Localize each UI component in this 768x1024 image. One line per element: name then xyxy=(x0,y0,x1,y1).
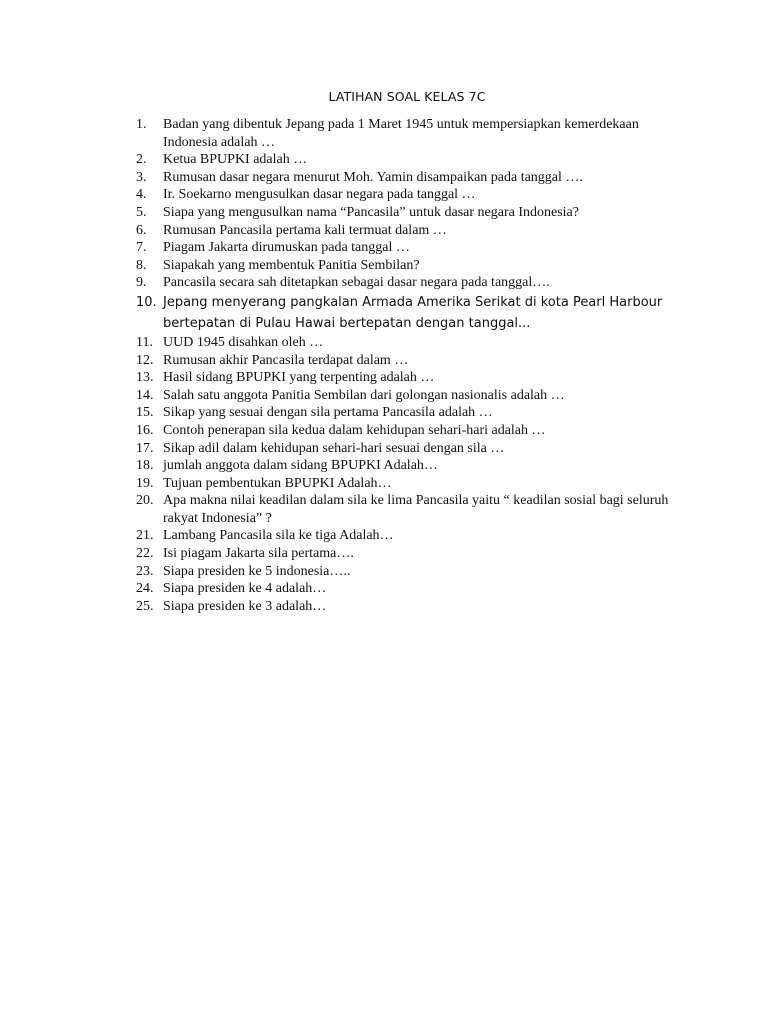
question-text: Hasil sidang BPUPKI yang terpenting adalah … xyxy=(163,370,435,386)
question-number: 24. xyxy=(136,581,154,597)
question-item xyxy=(136,186,681,204)
question-number: 3. xyxy=(136,169,147,185)
question-text: UUD 1945 disahkan oleh … xyxy=(163,334,324,350)
question-text: Pancasila secara sah ditetapkan sebagai dasar negara pada tanggal…. xyxy=(163,275,550,291)
question-text: Tujuan pembentukan BPUPKI Adalah… xyxy=(163,475,392,491)
question-item xyxy=(136,475,681,493)
question-item xyxy=(136,387,681,405)
question-item xyxy=(136,257,681,275)
question-number: 20. xyxy=(136,493,154,509)
question-text: Contoh penerapan sila kedua dalam kehidupan sehari-hari adalah … xyxy=(163,422,546,438)
question-text: Sikap adil dalam kehidupan sehari-hari sesuai dengan sila … xyxy=(163,440,505,456)
question-item xyxy=(136,169,681,187)
question-text: Lambang Pancasila sila ke tiga Adalah… xyxy=(163,528,394,544)
question-text: Rumusan Pancasila pertama kali termuat dalam … xyxy=(163,222,447,238)
question-text: Piagam Jakarta dirumuskan pada tanggal … xyxy=(163,240,410,256)
question-item xyxy=(136,292,681,334)
question-text: Ir. Soekarno mengusulkan dasar negara pada tanggal … xyxy=(163,187,476,203)
question-number: 9. xyxy=(136,275,147,291)
question-text: Siapakah yang membentuk Panitia Sembilan? xyxy=(163,257,420,273)
question-number: 1. xyxy=(136,117,147,132)
question-text: Isi piagam Jakarta sila pertama…. xyxy=(163,546,354,562)
question-item xyxy=(136,440,681,458)
question-number: 14. xyxy=(136,387,154,403)
question-item xyxy=(136,492,681,527)
question-item xyxy=(136,422,681,440)
question-number: 10. xyxy=(136,294,157,310)
question-number: 22. xyxy=(136,546,154,562)
question-text: jumlah anggota dalam sidang BPUPKI Adalah… xyxy=(163,458,438,474)
question-number: 15. xyxy=(136,405,154,421)
question-text: Badan yang dibentuk Jepang pada 1 Maret 1945 untuk mempersiapkan kemerdekaan Indonesia adalah … xyxy=(163,117,639,150)
question-item xyxy=(136,563,681,581)
question-number: 16. xyxy=(136,422,154,438)
question-text: Sikap yang sesuai dengan sila pertama Pancasila adalah … xyxy=(163,405,493,421)
question-text: Apa makna nilai keadilan dalam sila ke lima Pancasila yaitu “ keadilan sosial bagi seluruh rakyat Indonesia” ? xyxy=(163,493,669,526)
question-text: Siapa presiden ke 5 indonesia….. xyxy=(163,563,351,579)
question-text: Ketua BPUPKI adalah … xyxy=(163,152,308,168)
question-number: 6. xyxy=(136,222,147,238)
question-item xyxy=(136,151,681,169)
question-item xyxy=(136,222,681,240)
question-text: Jepang menyerang pangkalan Armada Amerika Serikat di kota Pearl Harbour bertepatan di Pulau Hawai bertepatan dengan tanggal... xyxy=(163,294,663,331)
question-item xyxy=(136,527,681,545)
question-number: 5. xyxy=(136,204,147,220)
question-number: 23. xyxy=(136,563,154,579)
question-item xyxy=(136,239,681,257)
question-item xyxy=(136,116,681,151)
question-item xyxy=(136,404,681,422)
question-text: Salah satu anggota Panitia Sembilan dari golongan nasionalis adalah … xyxy=(163,387,565,403)
question-number: 21. xyxy=(136,528,154,544)
question-text: Rumusan akhir Pancasila terdapat dalam … xyxy=(163,352,409,368)
question-list xyxy=(136,116,681,615)
question-item xyxy=(136,457,681,475)
question-item xyxy=(136,545,681,563)
question-text: Rumusan dasar negara menurut Moh. Yamin disampaikan pada tanggal …. xyxy=(163,169,583,185)
question-item xyxy=(136,352,681,370)
question-number: 2. xyxy=(136,152,147,168)
question-number: 12. xyxy=(136,352,154,368)
question-text: Siapa presiden ke 4 adalah… xyxy=(163,581,327,597)
question-number: 7. xyxy=(136,240,147,256)
question-number: 19. xyxy=(136,475,154,491)
document-title: LATIHAN SOAL KELAS 7C xyxy=(328,89,486,104)
question-item xyxy=(136,204,681,222)
question-number: 11. xyxy=(136,334,153,350)
question-item xyxy=(136,369,681,387)
question-item xyxy=(136,598,681,616)
question-text: Siapa presiden ke 3 adalah… xyxy=(163,598,327,614)
question-item xyxy=(136,334,681,352)
question-number: 8. xyxy=(136,257,147,273)
question-item xyxy=(136,274,681,292)
question-number: 4. xyxy=(136,187,147,203)
question-number: 13. xyxy=(136,370,154,386)
question-item xyxy=(136,580,681,598)
question-text: Siapa yang mengusulkan nama “Pancasila” untuk dasar negara Indonesia? xyxy=(163,204,579,220)
question-number: 18. xyxy=(136,458,154,474)
question-number: 25. xyxy=(136,598,154,614)
question-number: 17. xyxy=(136,440,154,456)
